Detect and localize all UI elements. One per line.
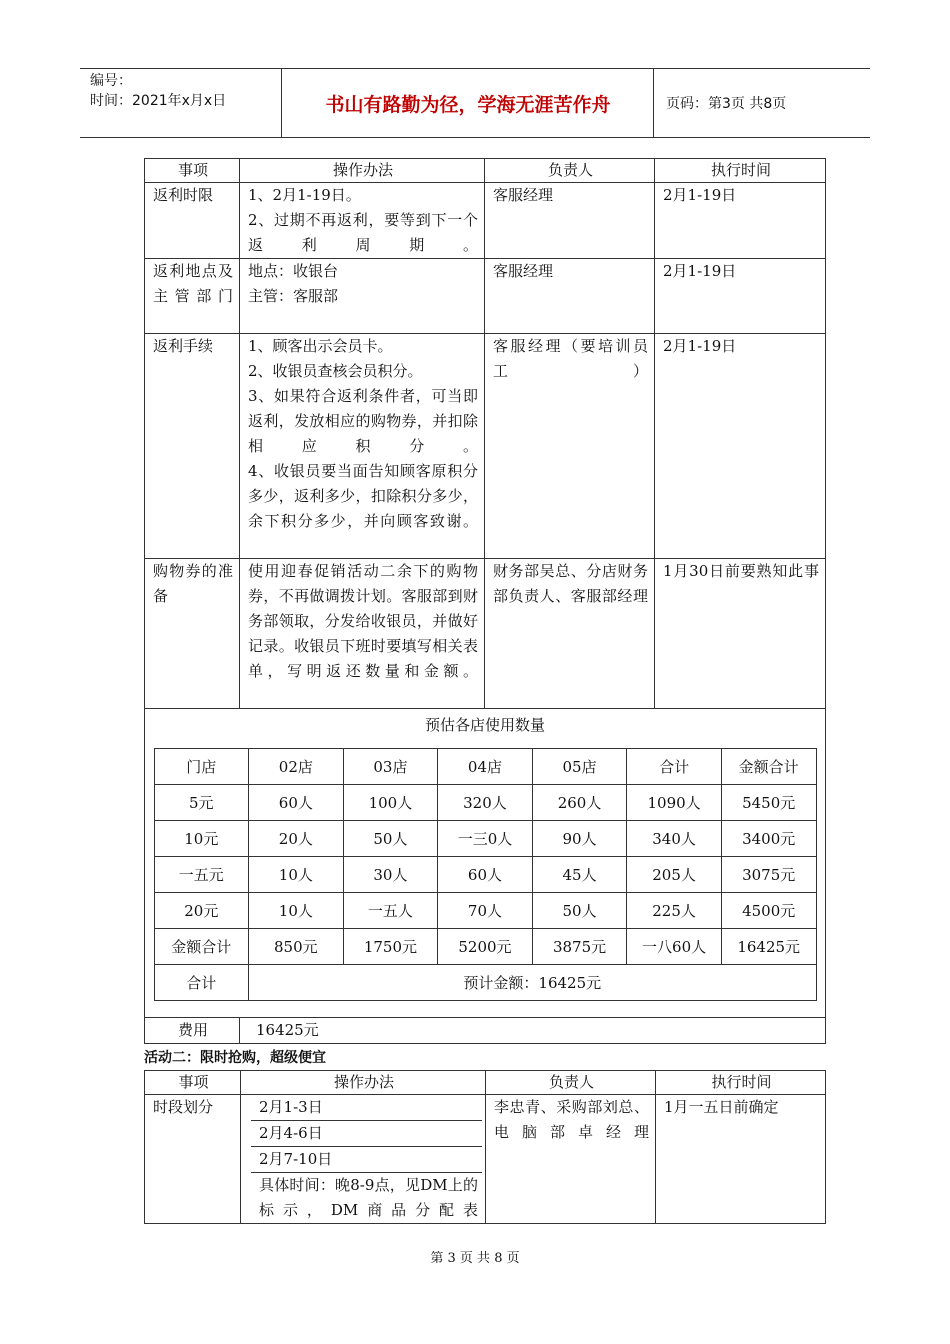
estimate-cell: [145, 709, 826, 1018]
estimate-row-15yuan: [154, 857, 816, 893]
time-slot-list: [251, 1095, 482, 1223]
estimate-cell: 10人: [249, 857, 344, 893]
estimate-cell: 金额合计: [154, 929, 249, 965]
row-item: 购物券的准备: [145, 559, 240, 709]
estimate-cell: 一八60人: [627, 929, 722, 965]
estimate-header-cell: 03店: [343, 749, 438, 785]
table-header-row: [145, 159, 826, 183]
estimate-row-20yuan: [154, 893, 816, 929]
estimate-cell: 340人: [627, 821, 722, 857]
estimate-header-cell: 02店: [249, 749, 344, 785]
estimate-cell: 205人: [627, 857, 722, 893]
method-line: 1、2月1-19日。: [248, 186, 361, 204]
row-time: 1月一五日前确定: [656, 1095, 826, 1224]
header-page-number: 页码：第3页 共8页: [666, 96, 787, 112]
time-slot: 2月7-10日: [251, 1147, 482, 1173]
row-method: [240, 334, 485, 559]
estimate-cell: 一五人: [343, 893, 438, 929]
estimate-cell: 45人: [532, 857, 627, 893]
estimate-header-cell: 金额合计: [721, 749, 816, 785]
row-time: 1月30日前要熟知此事: [655, 559, 826, 709]
estimate-cell: 4500元: [721, 893, 816, 929]
table-row: [145, 334, 826, 559]
estimate-cell: 100人: [343, 785, 438, 821]
plan-table-2: [144, 1070, 826, 1224]
cost-row: [145, 1018, 826, 1044]
estimate-cell: 850元: [249, 929, 344, 965]
row-item: 返利时限: [145, 183, 240, 259]
estimate-header-row: [154, 749, 816, 785]
estimate-header-cell: 05店: [532, 749, 627, 785]
header-time: 执行时间: [655, 159, 826, 183]
table-header-row: [145, 1071, 826, 1095]
row-owner: 客服经理: [485, 183, 655, 259]
row-owner: 客服经理: [485, 259, 655, 334]
estimate-row: [145, 709, 826, 1018]
estimate-title: 预估各店使用数量: [424, 716, 545, 734]
estimate-cell: 60人: [249, 785, 344, 821]
row-method: [240, 259, 485, 334]
time-slot: 2月4-6日: [251, 1121, 482, 1147]
method-line: 4、收银员要当面告知顾客原积分多少，返利多少，扣除积分多少，余下积分多少，并向顾客致谢。: [248, 462, 478, 530]
row-item: 返利手续: [145, 334, 240, 559]
estimate-cell: 3400元: [721, 821, 816, 857]
estimate-row-amount-total: [154, 929, 816, 965]
estimate-cell: 50人: [343, 821, 438, 857]
estimate-cell: 10元: [154, 821, 249, 857]
estimate-cell: 225人: [627, 893, 722, 929]
method-line: 地点：收银台: [248, 262, 339, 280]
estimate-cell: 50人: [532, 893, 627, 929]
cost-label: 费用: [145, 1018, 240, 1044]
estimate-total-value: 预计金额：16425元: [249, 965, 816, 1001]
document-time: 时间：2021年x月x日: [90, 93, 227, 109]
section-title: 活动二：限时抢购，超级便宜: [144, 1050, 326, 1066]
row-time: 2月1-19日: [655, 334, 826, 559]
estimate-header-cell: 门店: [154, 749, 249, 785]
method-line: 1、顾客出示会员卡。: [248, 337, 393, 355]
estimate-total-row: [154, 965, 816, 1001]
page-header: [80, 68, 870, 138]
time-slot-detail: 具体时间：晚8-9点，见DM上的标示，DM商品分配表: [259, 1176, 478, 1219]
estimate-cell: 20元: [154, 893, 249, 929]
row-time: 2月1-19日: [655, 259, 826, 334]
method-line: 2、过期不再返利，要等到下一个返利周期。: [248, 211, 478, 254]
estimate-header-cell: 合计: [627, 749, 722, 785]
page-footer: 第 3 页 共 8 页: [430, 1251, 520, 1266]
estimate-cell: 90人: [532, 821, 627, 857]
estimate-cell: 30人: [343, 857, 438, 893]
table-row: [145, 559, 826, 709]
table-row: [145, 183, 826, 259]
estimate-cell: 16425元: [721, 929, 816, 965]
time-slot: 2月1-3日: [251, 1095, 482, 1121]
table-row: [145, 1095, 826, 1224]
estimate-header-cell: 04店: [438, 749, 533, 785]
estimate-cell: 3875元: [532, 929, 627, 965]
header-owner: 负责人: [486, 1071, 656, 1095]
row-owner: 李忠青、采购部刘总、电脑部卓经理: [486, 1095, 656, 1224]
header-owner: 负责人: [485, 159, 655, 183]
estimate-row-5yuan: [154, 785, 816, 821]
header-item: 事项: [145, 159, 240, 183]
header-meta: [80, 69, 282, 137]
estimate-cell: 320人: [438, 785, 533, 821]
row-method: [241, 1095, 486, 1224]
row-time: 2月1-19日: [655, 183, 826, 259]
estimate-cell: 70人: [438, 893, 533, 929]
table-row: [145, 259, 826, 334]
header-method: 操作办法: [240, 159, 485, 183]
method-line: 3、如果符合返利条件者，可当即返利，发放相应的购物券，并扣除相应积分。: [248, 387, 478, 455]
plan-table-1: [144, 158, 826, 1044]
estimate-table: [154, 748, 817, 1001]
estimate-cell: 5元: [154, 785, 249, 821]
row-method: [240, 183, 485, 259]
row-owner: 客服经理（要培训员工）: [485, 334, 655, 559]
estimate-cell: 一三0人: [438, 821, 533, 857]
estimate-cell: 3075元: [721, 857, 816, 893]
document-number: 编号：: [90, 73, 132, 89]
cost-value: 16425元: [240, 1018, 826, 1044]
row-method: 使用迎春促销活动二余下的购物券，不再做调拨计划。客服部到财务部领取，分发给收银员，并做好记录。收银员下班时要填写相关表单，写明返还数量和金额。: [240, 559, 485, 709]
row-item: 时段划分: [145, 1095, 241, 1224]
estimate-cell: 一五元: [154, 857, 249, 893]
estimate-cell: 1090人: [627, 785, 722, 821]
estimate-cell: 5200元: [438, 929, 533, 965]
header-item: 事项: [145, 1071, 241, 1095]
estimate-cell: 10人: [249, 893, 344, 929]
header-motto: 书山有路勤为径，学海无涯苦作舟: [283, 69, 654, 137]
estimate-cell: 60人: [438, 857, 533, 893]
estimate-cell: 5450元: [721, 785, 816, 821]
method-line: 2、收银员查核会员积分。: [248, 362, 423, 380]
row-owner: 财务部吴总、分店财务部负责人、客服部经理: [485, 559, 655, 709]
estimate-cell: 1750元: [343, 929, 438, 965]
row-item: 返利地点及主管部门: [145, 259, 240, 334]
header-time: 执行时间: [656, 1071, 826, 1095]
estimate-row-10yuan: [154, 821, 816, 857]
header-method: 操作办法: [241, 1071, 486, 1095]
estimate-cell: 20人: [249, 821, 344, 857]
method-line: 主管：客服部: [248, 287, 339, 305]
estimate-cell: 260人: [532, 785, 627, 821]
estimate-total-label: 合计: [154, 965, 249, 1001]
